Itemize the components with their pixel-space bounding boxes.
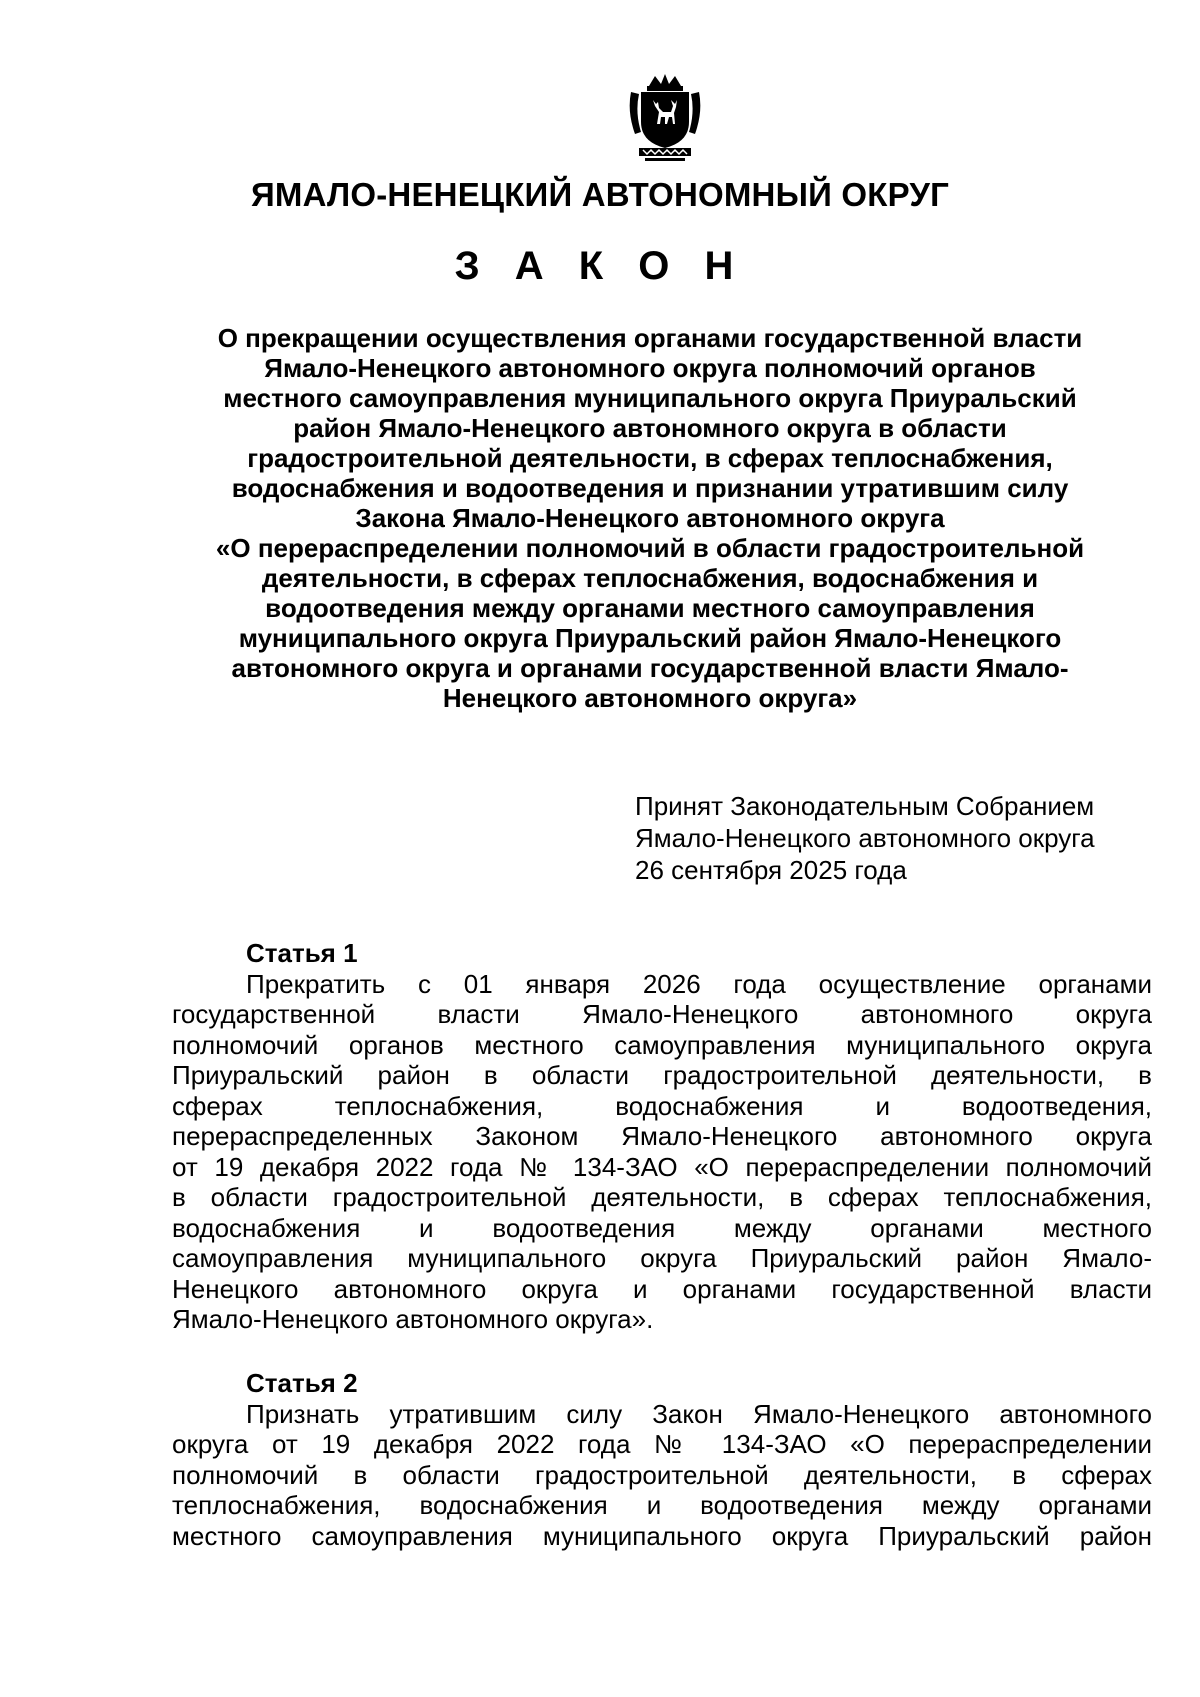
law-title-line: градостроительной деятельности, в сферах теплоснабжения, <box>247 443 1053 473</box>
text-line: местного самоуправления муниципального округа Приуральский район <box>172 1520 1152 1551</box>
law-title-line: О прекращении осуществления органами государственной власти <box>217 323 1083 353</box>
article-heading: Статья 1 <box>246 938 358 968</box>
law-title-line: Закона Ямало-Ненецкого автономного округа <box>355 503 945 533</box>
law-title <box>170 323 1130 713</box>
text-line: теплоснабжения, водоснабжения и водоотведения между органами <box>172 1490 1152 1520</box>
law-title-line: автономного округа и органами государственной власти Ямало- <box>231 653 1069 683</box>
text-line: государственной власти Ямало-Ненецкого автономного округа <box>172 999 1152 1029</box>
text-line: Ямало-Ненецкого автономного округа». <box>172 1304 654 1334</box>
law-title-line: район Ямало-Ненецкого автономного округа в области <box>293 413 1007 443</box>
law-title-line: Ямало-Ненецкого автономного округа полномочий органов <box>264 353 1036 383</box>
law-title-line: водоотведения между органами местного самоуправления <box>265 593 1035 623</box>
text-line: Приуральский район в области градостроительной деятельности, в <box>172 1060 1152 1090</box>
adoption-line: Принят Законодательным Собранием <box>635 791 1095 821</box>
text-line: Признать утратившим силу Закон Ямало-Ненецкого автономного <box>246 1398 1152 1429</box>
text-line: самоуправления муниципального округа Приуральский район Ямало- <box>172 1243 1152 1273</box>
text-line: перераспределенных Законом Ямало-Ненецкого автономного округа <box>172 1121 1152 1151</box>
text-line: округа от 19 декабря 2022 года № 134-ЗАО «О перераспределении <box>172 1429 1152 1459</box>
text-line: в области градостроительной деятельности, в сферах теплоснабжения, <box>172 1182 1152 1212</box>
law-title-line: водоснабжения и водоотведения и признании утратившим силу <box>231 473 1069 503</box>
text-line: сферах теплоснабжения, водоснабжения и водоотведения, <box>172 1090 1152 1121</box>
law-title-line: «О перераспределении полномочий в области градостроительной <box>215 533 1085 563</box>
law-title-line: деятельности, в сферах теплоснабжения, водоснабжения и <box>261 563 1039 593</box>
text-line: от 19 декабря 2022 года № 134-ЗАО «О перераспределении полномочий <box>172 1151 1152 1182</box>
text-line: полномочий органов местного самоуправления муниципального округа <box>172 1029 1152 1060</box>
text-line: Ненецкого автономного округа и органами государственной власти <box>172 1273 1152 1304</box>
article-2 <box>172 1368 1152 1551</box>
text-line: водоснабжения и водоотведения между органами местного <box>172 1212 1152 1243</box>
text-line: Прекратить с 01 января 2026 года осуществление органами <box>246 968 1152 999</box>
law-title-line: Ненецкого автономного округа» <box>442 683 858 713</box>
region-name: ЯМАЛО-НЕНЕЦКИЙ АВТОНОМНЫЙ ОКРУГ <box>250 176 950 213</box>
adoption-note <box>635 790 1095 886</box>
article-heading: Статья 2 <box>246 1368 358 1398</box>
coat-of-arms-emblem <box>625 72 705 164</box>
text-line: полномочий в области градостроительной деятельности, в сферах <box>172 1459 1152 1490</box>
adoption-date: 26 сентября 2025 года <box>635 855 907 885</box>
article-text <box>172 1399 1152 1552</box>
article-text <box>172 969 1152 1335</box>
document-type: З А К О Н <box>454 244 746 288</box>
law-title-line: местного самоуправления муниципального округа Приуральский <box>223 383 1077 413</box>
adoption-line: Ямало-Ненецкого автономного округа <box>635 823 1095 853</box>
law-title-line: муниципального округа Приуральский район Ямало-Ненецкого <box>238 623 1062 653</box>
article-1 <box>172 938 1152 1335</box>
